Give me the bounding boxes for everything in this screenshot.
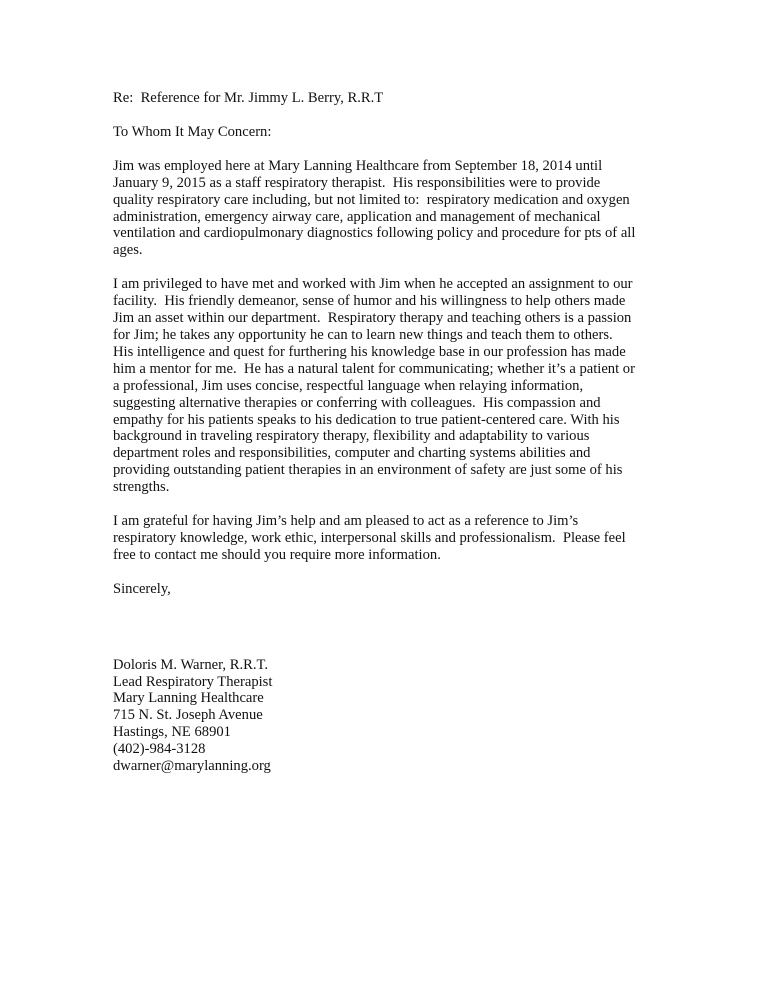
paragraph-line: ages. bbox=[113, 242, 143, 259]
paragraph-character bbox=[113, 276, 673, 496]
paragraph-line: Jim was employed here at Mary Lanning Healthcare from September 18, 2014 until bbox=[113, 157, 603, 174]
paragraph-line: free to contact me should you require more information. bbox=[113, 546, 441, 563]
paragraph-line: background in traveling respiratory therapy, flexibility and adaptability to various bbox=[113, 428, 590, 445]
paragraph-line: facility. His friendly demeanor, sense of humor and his willingness to help others made bbox=[113, 293, 626, 310]
salutation: To Whom It May Concern: bbox=[113, 123, 272, 140]
signer-street: 715 N. St. Joseph Avenue bbox=[113, 707, 263, 724]
signer-email: dwarner@marylanning.org bbox=[113, 758, 271, 775]
closing: Sincerely, bbox=[113, 580, 171, 597]
letter-body bbox=[113, 90, 673, 775]
paragraph-line: department roles and responsibilities, computer and charting systems abilities and bbox=[113, 445, 591, 462]
signer-organization: Mary Lanning Healthcare bbox=[113, 690, 264, 707]
paragraph-line: empathy for his patients speaks to his dedication to true patient-centered care. With his bbox=[113, 411, 620, 428]
paragraph-line: His intelligence and quest for furthering his knowledge base in our profession has made bbox=[113, 343, 626, 360]
signer-title: Lead Respiratory Therapist bbox=[113, 673, 273, 690]
signature-block bbox=[113, 657, 673, 775]
signer-phone: (402)-984-3128 bbox=[113, 741, 206, 758]
paragraph-line: I am privileged to have met and worked with Jim when he accepted an assignment to our bbox=[113, 276, 633, 293]
paragraph-line: him a mentor for me. He has a natural talent for communicating; whether it’s a patient or bbox=[113, 360, 635, 377]
paragraph-line: respiratory knowledge, work ethic, interpersonal skills and professionalism. Please feel bbox=[113, 529, 626, 546]
paragraph-line: strengths. bbox=[113, 479, 170, 496]
paragraph-line: suggesting alternative therapies or conferring with colleagues. His compassion and bbox=[113, 394, 601, 411]
paragraph-employment bbox=[113, 158, 673, 259]
paragraph-gratitude bbox=[113, 513, 673, 564]
paragraph-line: a professional, Jim uses concise, respectful language when relaying information, bbox=[113, 377, 584, 394]
paragraph-line: ventilation and cardiopulmonary diagnostics following policy and procedure for pts of all bbox=[113, 225, 636, 242]
paragraph-line: Jim an asset within our department. Respiratory therapy and teaching others is a passion bbox=[113, 310, 632, 327]
paragraph-line: I am grateful for having Jim’s help and am pleased to act as a reference to Jim’s bbox=[113, 513, 579, 530]
paragraph-line: providing outstanding patient therapies in an environment of safety are just some of his bbox=[113, 462, 623, 479]
signer-name: Doloris M. Warner, R.R.T. bbox=[113, 656, 268, 673]
subject-line: Re: Reference for Mr. Jimmy L. Berry, R.R.T bbox=[113, 90, 384, 106]
paragraph-line: quality respiratory care including, but not limited to: respiratory medication and oxygen bbox=[113, 191, 630, 208]
paragraph-line: for Jim; he takes any opportunity he can to learn new things and teach them to others. bbox=[113, 326, 613, 343]
paragraph-line: January 9, 2015 as a staff respiratory therapist. His responsibilities were to provide bbox=[113, 174, 601, 191]
paragraph-line: administration, emergency airway care, application and management of mechanical bbox=[113, 208, 601, 225]
signer-city-state-zip: Hastings, NE 68901 bbox=[113, 724, 231, 741]
